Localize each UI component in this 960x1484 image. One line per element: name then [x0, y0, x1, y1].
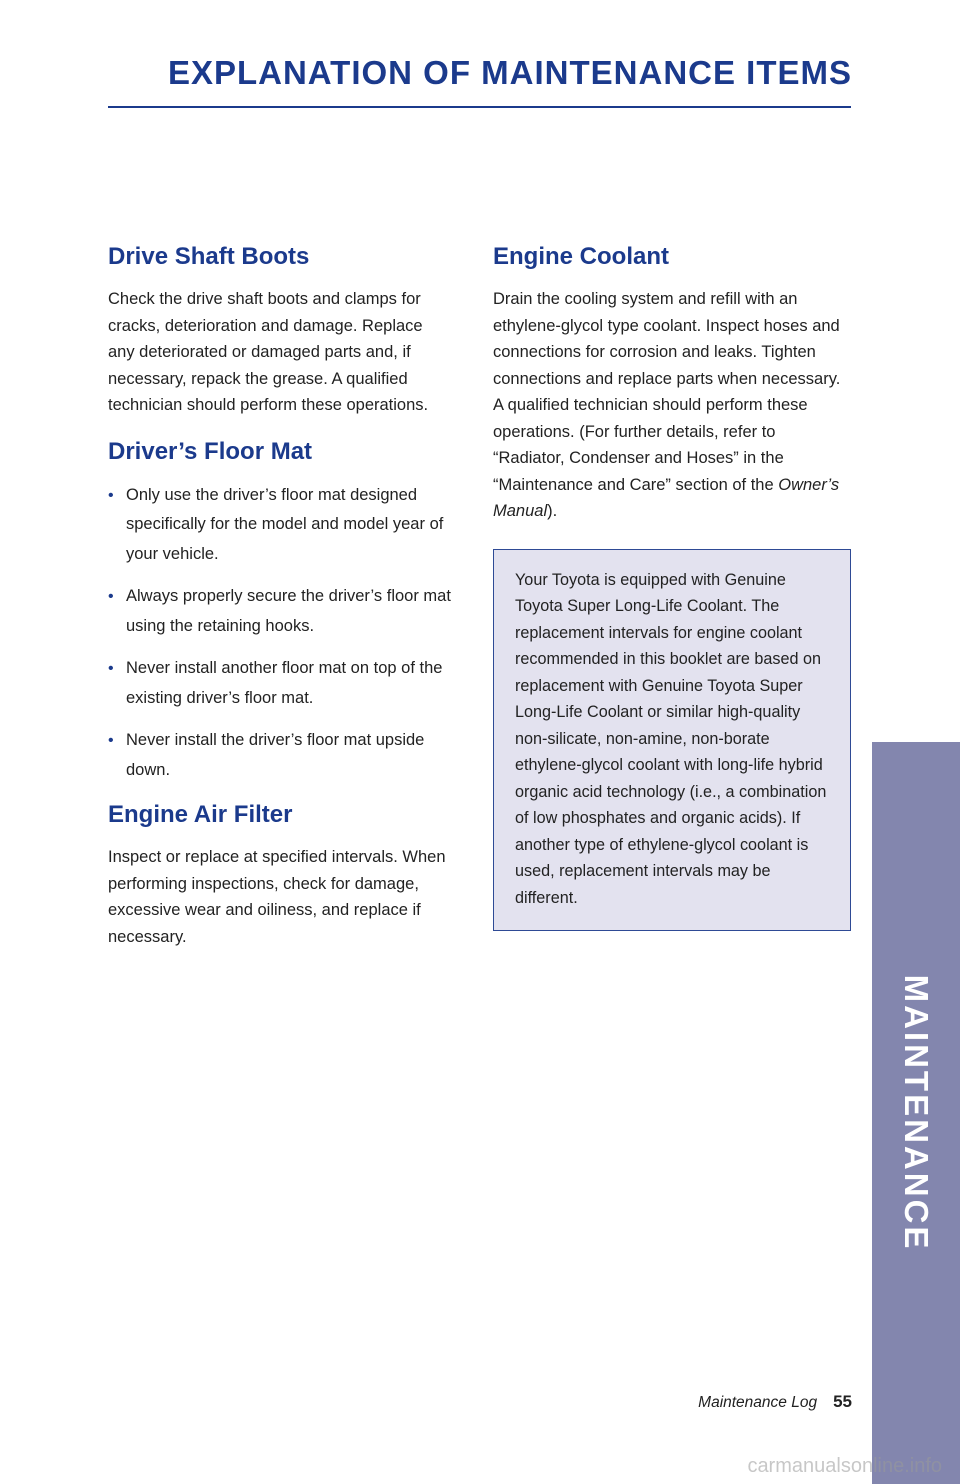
coolant-note-box — [493, 549, 851, 932]
bullet-text: Never install another floor mat on top of the existing driver’s floor mat. — [126, 659, 443, 707]
footer-log-label: Maintenance Log — [698, 1394, 818, 1411]
coolant-text-tail: ). — [547, 502, 558, 520]
heading-drive-shaft-boots: Drive Shaft Boots — [108, 243, 310, 270]
text-drive-shaft-boots: Check the drive shaft boots and clamps for cracks, deterioration and damage. Replace any deteriorated or damaged parts and, if necessary, repack the grease. A qualified technician should perform these operations. — [108, 290, 429, 414]
bullet-item — [108, 726, 453, 785]
page-number: 55 — [833, 1392, 852, 1411]
floor-mat-bullet-list — [108, 481, 453, 786]
heading-engine-coolant: Engine Coolant — [493, 243, 669, 270]
bullet-icon: • — [108, 732, 114, 749]
bullet-icon: • — [108, 660, 114, 677]
section-drive-shaft-boots — [108, 240, 453, 419]
title-divider — [108, 106, 851, 108]
text-engine-coolant — [493, 286, 851, 525]
heading-drivers-floor-mat: Driver’s Floor Mat — [108, 437, 313, 465]
section-engine-air-filter — [108, 798, 453, 950]
left-column — [108, 240, 453, 966]
heading-engine-air-filter: Engine Air Filter — [108, 801, 293, 828]
bullet-item — [108, 481, 453, 570]
bullet-text: Never install the driver’s floor mat upside down. — [126, 731, 425, 779]
section-drivers-floor-mat — [108, 435, 453, 786]
owners-manual-title: Owner’s Manual — [493, 475, 840, 520]
coolant-note-text: Your Toyota is equipped with Genuine Toyota Super Long-Life Coolant. The replacement intervals for engine coolant recommended in this booklet are based on replacement with Genuine Toyota Super Long-Life Coolant or similar high-quality non-silicate, non-amine, non-borate ethylene-glycol coolant with long-life hybrid organic acid technology (i.e., a combination of low phosphates and organic acids). If another type of ethylene-glycol coolant is used, replacement intervals may be different. — [515, 570, 827, 907]
bullet-item — [108, 654, 453, 713]
bullet-icon: • — [108, 588, 114, 605]
bullet-icon: • — [108, 486, 114, 504]
bullet-text: Always properly secure the driver’s floor mat using the retaining hooks. — [126, 587, 451, 635]
right-column — [493, 240, 851, 931]
bullet-text: Only use the driver’s floor mat designed specifically for the model and model year of your vehicle. — [126, 485, 444, 563]
coolant-text-lead: Drain the cooling system and refill with an ethylene-glycol type coolant. Inspect hoses and connections for corrosion and leaks. Tighten connections and replace parts when necessary. A qualified technician should perform these operations. (For further details, refer to “Radiator, Condenser and Hoses” in the “Maintenance and Care” section of the — [493, 290, 841, 494]
text-engine-air-filter: Inspect or replace at specified intervals. When performing inspections, check for damage, excessive wear and oiliness, and replace if necessary. — [108, 848, 446, 946]
side-tab-label: MAINTENANCE — [898, 974, 935, 1252]
watermark: carmanualsonline.info — [747, 1455, 942, 1477]
bullet-item — [108, 582, 453, 641]
section-engine-coolant — [493, 240, 851, 525]
page-title: EXPLANATION OF MAINTENANCE ITEMS — [167, 54, 852, 91]
page-footer — [698, 1392, 852, 1412]
